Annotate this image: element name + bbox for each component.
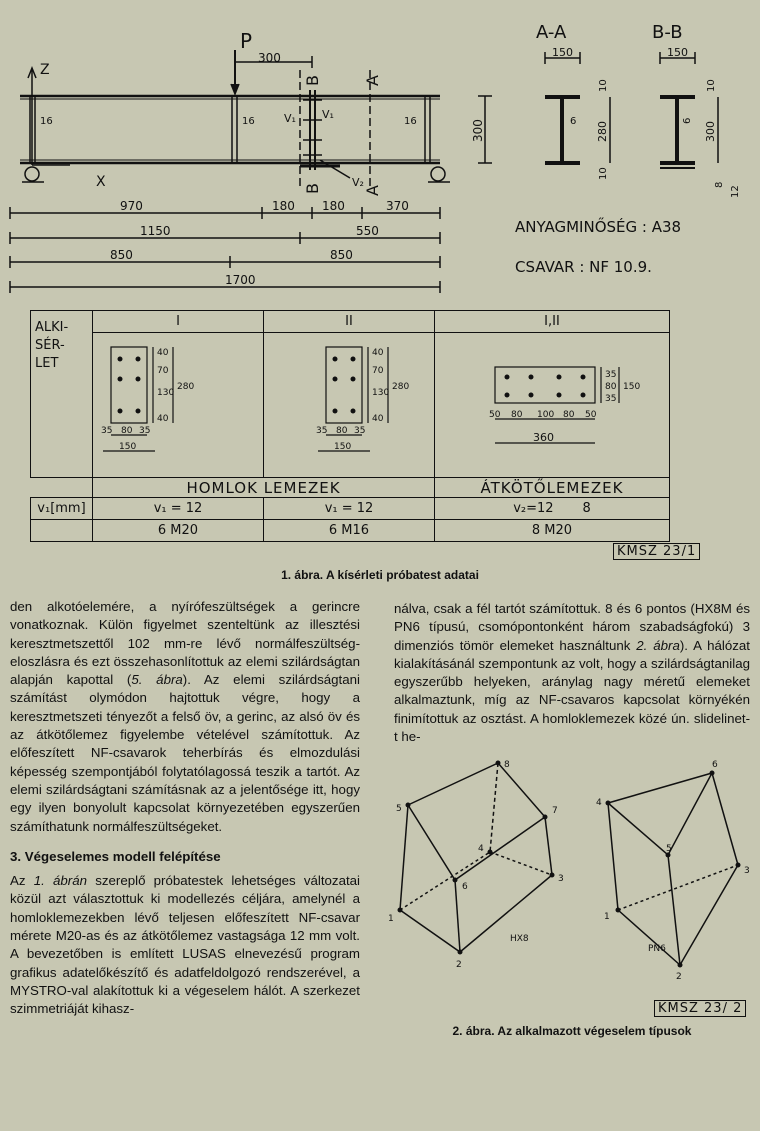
section-b-top: B xyxy=(303,75,322,86)
plate-II-d70: 70 xyxy=(372,366,384,376)
dim-1700: 1700 xyxy=(225,273,256,287)
plate-II-d130: 130 xyxy=(372,388,390,398)
plate-III-drawing xyxy=(435,333,669,473)
hx8-name: HX8 xyxy=(510,934,529,944)
plate-II-d40a: 40 xyxy=(372,348,384,358)
aa-flange-10-bottom: 10 xyxy=(598,167,609,180)
plate-I-d70: 70 xyxy=(157,366,169,376)
bb-dim-8: 8 xyxy=(714,181,725,188)
plate-I-d40b: 40 xyxy=(157,414,169,424)
plate-II-d35a: 35 xyxy=(316,426,328,436)
bb-dim-12: 12 xyxy=(730,185,741,198)
bolt-label: CSAVAR : NF 10.9. xyxy=(515,258,652,276)
dim-16-right: 16 xyxy=(404,116,417,127)
dim-550: 550 xyxy=(356,224,379,238)
hx8-node-7: 7 xyxy=(552,806,558,816)
col-head-I: I xyxy=(93,311,264,333)
dim-850b: 850 xyxy=(330,248,353,262)
plate-III-cell xyxy=(435,333,670,478)
aa-dim-150: 150 xyxy=(552,46,573,59)
axis-x-label: X xyxy=(96,174,106,190)
dim-300-height: 300 xyxy=(471,119,485,142)
pn6-node-2: 2 xyxy=(676,972,682,982)
section-a-top: A xyxy=(363,75,382,86)
dim-180a: 180 xyxy=(272,199,295,213)
plate-III-d35b: 35 xyxy=(605,394,617,404)
plate-I-d150: 150 xyxy=(119,442,137,452)
plate-III-d35a: 35 xyxy=(605,370,617,380)
section-aa-title: A-A xyxy=(536,22,567,43)
hx8-node-5: 5 xyxy=(396,804,402,814)
aa-flange-10-top: 10 xyxy=(598,79,609,92)
atkotolemezek-label: ÁTKÖTŐLEMEZEK xyxy=(435,478,670,498)
plate-III-d50a: 50 xyxy=(489,410,501,420)
v-I-value: v₁ = 12 xyxy=(93,498,264,520)
plate-I-d40a: 40 xyxy=(157,348,169,358)
hx8-node-8: 8 xyxy=(504,760,510,770)
dim-300-top: 300 xyxy=(258,51,281,65)
hx8-node-6: 6 xyxy=(462,882,468,892)
plate-I-d80: 80 xyxy=(121,426,133,436)
col-head-II: II xyxy=(264,311,435,333)
hx8-node-4: 4 xyxy=(478,844,484,854)
plate-I-d35b: 35 xyxy=(139,426,151,436)
hx8-node-2: 2 xyxy=(456,960,462,970)
dim-16-left: 16 xyxy=(40,116,53,127)
section-b-bottom: B xyxy=(303,183,322,194)
plate-II-d35b: 35 xyxy=(354,426,366,436)
plate-III-d50b: 50 xyxy=(585,410,597,420)
section-a-bottom: A xyxy=(363,185,382,196)
plate-I-d280: 280 xyxy=(177,382,195,392)
dim-16-mid: 16 xyxy=(242,116,255,127)
figure1-caption: 1. ábra. A kísérleti próbatest adatai xyxy=(281,568,479,582)
plate-II-d40b: 40 xyxy=(372,414,384,424)
plate-II-d80: 80 xyxy=(336,426,348,436)
bolt-II-value: 6 M16 xyxy=(264,520,435,542)
plate-III-d150: 150 xyxy=(623,382,641,392)
pn6-node-6: 6 xyxy=(712,760,718,770)
axis-z-label: Z xyxy=(40,62,50,78)
dim-370: 370 xyxy=(386,199,409,213)
trial-rowhead: ALKI- SÉR- LET xyxy=(31,311,93,478)
plate-III-d80c: 80 xyxy=(563,410,575,420)
plate-I-drawing xyxy=(93,333,263,473)
right-paragraph-1: nálva, csak a fél tartót számítottuk. 8 és 6 pontos (HX8M és PN6 típusú, csomópontonként három szabadságfokú) 3 dimenziós tömör elemeket használtunk 2. ábra). A hálózat kialakításánál szempontunk az volt, hogy a szilárdságtanilag egyszerűbb helyeken, aránylag nagy méretű elemeket alkalmaztunk, míg az NF-csavaros kapcsolat környékén finimítottuk az osztást. A homloklemezek közé ún. slidelinet-t he- xyxy=(394,601,750,745)
aa-dim-280: 280 xyxy=(596,121,609,142)
left-paragraph-1: den alkotóelemére, a nyírófeszültségek a gerincre vonatkoznak. Külön figyelmet szenteltünk az illesztési keresztmetszettől 102 mm-re lévő normálfeszültség-eloszlásra és ezt összehasonlítottuk az elemi szilárdságtan alapján kapottal (5. ábra). Az elemi szilárdságtani számítást olymódon hajtottuk végre, hogy a keresztmetszeti tényezőt a felső öv, a gerinc, az alsó öv és az átkötőlemez figyelembe vételével számítottuk. Az előfeszített NF-csavarok teherbírás és elmozdulási képesség szempontjából folytatólagossá teszik a tartót. Az elemi szilárdságtani számításnak az a jelentősége itt, hogy egy ilyen bonyolult kapcsolat környezetében egyszerűen számíthatunk normálfeszültségeket. xyxy=(10,599,360,834)
plate-I-d130: 130 xyxy=(157,388,175,398)
section-heading: 3. Végeselemes modell felépítése xyxy=(10,848,221,864)
plate-II-d150: 150 xyxy=(334,442,352,452)
load-p-label: P xyxy=(240,29,253,53)
plate-III-d80: 80 xyxy=(605,382,617,392)
pn6-node-4: 4 xyxy=(596,798,602,808)
plate-I-d35a: 35 xyxy=(101,426,113,436)
v2-label: V₂ xyxy=(352,176,364,189)
plate-I-cell xyxy=(93,333,264,478)
left-paragraph-2: Az 1. ábrán szereplő próbatestek lehetséges változatai közül azt választottuk ki modellezés céljára, amelynél a homloklemezekben lévő teljesen előfeszített NF-csavar mérete M20-as és az átkötőlemez vastagsága 12 mm volt. A bevezetőben is említett LUSAS elnevezésű program grafikus adatelőkészítő és adatfeldolgozó rendszerével, a MYSTRO-val alakítottuk ki a végeselem hálót. A szerkezet szimmetriáját kihasz- xyxy=(10,873,361,1017)
figure2-caption: 2. ábra. Az alkalmazott végeselem típusok xyxy=(452,1024,692,1038)
v1-label-right: V₁ xyxy=(322,108,334,121)
figure2-drawing xyxy=(380,755,760,1020)
aa-web-6: 6 xyxy=(570,116,577,127)
section-bb-title: B-B xyxy=(652,22,683,43)
material-label: ANYAGMINŐSÉG : A38 xyxy=(515,218,682,236)
plate-II-drawing xyxy=(264,333,434,473)
plate-II-d280: 280 xyxy=(392,382,410,392)
figure1-drawing xyxy=(0,0,760,310)
homlok-lemezek-label: HOMLOK LEMEZEK xyxy=(93,478,435,498)
hx8-node-3: 3 xyxy=(558,874,564,884)
trial-table xyxy=(30,310,670,542)
plate-III-d360: 360 xyxy=(533,431,554,444)
bb-flange-10: 10 xyxy=(706,79,717,92)
pn6-node-1: 1 xyxy=(604,912,610,922)
dim-970: 970 xyxy=(120,199,143,213)
dim-1150: 1150 xyxy=(140,224,171,238)
figure1-tag: KMSZ 23/1 xyxy=(613,543,700,560)
bb-dim-150: 150 xyxy=(667,46,688,59)
hx8-node-1: 1 xyxy=(388,914,394,924)
v1-label-left: V₁ xyxy=(284,112,296,125)
dim-850a: 850 xyxy=(110,248,133,262)
col-head-III: I,II xyxy=(435,311,670,333)
plate-III-d80b: 80 xyxy=(511,410,523,420)
bolt-III-value: 8 M20 xyxy=(435,520,670,542)
bb-dim-300: 300 xyxy=(704,121,717,142)
left-column xyxy=(10,598,360,1019)
pn6-node-5: 5 xyxy=(666,844,672,854)
plate-II-cell xyxy=(264,333,435,478)
v-II-value: v₁ = 12 xyxy=(264,498,435,520)
bolt-I-value: 6 M20 xyxy=(93,520,264,542)
pn6-node-3: 3 xyxy=(744,866,750,876)
v-row-label: v₁[mm] xyxy=(31,498,93,520)
right-column xyxy=(394,600,750,746)
plate-III-d100: 100 xyxy=(537,410,555,420)
figure2-tag: KMSZ 23/ 2 xyxy=(654,1000,746,1017)
dim-180b: 180 xyxy=(322,199,345,213)
pn6-name: PN6 xyxy=(648,944,666,954)
bb-web-6: 6 xyxy=(682,117,693,124)
v-III-value: v₂=12 8 xyxy=(435,498,670,520)
